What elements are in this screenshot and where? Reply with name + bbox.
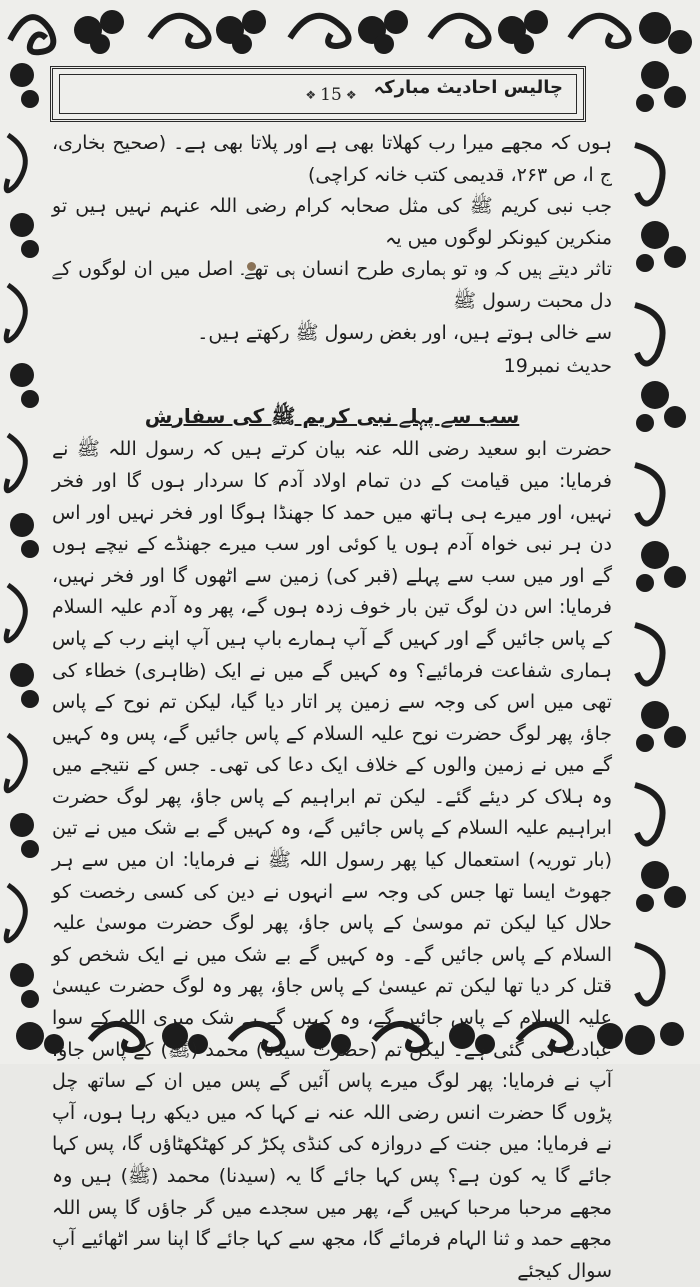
page-header [50, 66, 586, 122]
intro-line: ہوں کہ مجھے میرا رب کھلاتا بھی ہے اور پلاتا بھی ہے۔ (صحیح بخاری، ج ا، ص ۲۶۳، قدیمی کتب خانہ کراچی) [52, 132, 612, 186]
page-number: ❖ 15 ❖ [293, 83, 369, 107]
hadith-paragraph: حضرت ابو سعید رضی اللہ عنہ بیان کرتے ہیں کہ رسول اللہ ﷺ نے فرمایا: میں قیامت کے دن تمام اولاد آدم کا سردار ہوں گا اور فخر نہیں، اور میرے ہی ہاتھ میں حمد کا جھنڈا ہوگا اور فخر نہیں اور اس دن ہر نبی خواہ آدم ہوں یا کوئی اور سب میرے جھنڈے کے نیچے ہوں گے اور میں سب سے پہلے (قبر کی) زمین سے اٹھوں گا اور فخر نہیں، فرمایا: اس دن لوگ تین بار خوف زدہ ہوں گے، پھر وہ آدم علیہ السلام کے پاس جائیں گے اور کہیں گے آپ ہمارے باپ ہیں آپ اپنے رب کے پاس ہماری شفاعت فرمائیے؟ وہ کہیں گے میں نے ایک (ظاہری) خطاء کی تھی میں اس کی وجہ سے زمین پر اتار دیا گیا، لیکن تم نوح کے پاس جاؤ، پھر لوگ حضرت نوح علیہ السلام کے پاس جائیں گے، پس وہ کہیں گے میں نے زمین والوں کے خلاف ایک دعا کی تھی۔ جس کے نتیجے میں وہ ہلاک کر دیئے گئے۔ لیکن تم ابراہیم کے پاس جاؤ، پھر لوگ حضرت ابراہیم علیہ السلام کے پاس جائیں گے، وہ کہیں گے بے شک میں نے تین (بار توریہ) استعمال کیا پھر رسول اللہ ﷺ نے فرمایا: ان میں سے ہر جھوٹ ایسا تھا جس کی وجہ سے انہوں نے دین کی کسی رخصت کو حلال کیا لیکن تم موسیٰ کے پاس جاؤ، پھر لوگ حضرت موسیٰ علیہ السلام کے پاس جائیں گے۔ وہ کہیں گے بے شک میں نے ایک شخص کو قتل کر دیا تھا لیکن تم عیسیٰ کے پاس جاؤ، پھر وہ لوگ حضرت عیسیٰ علیہ السلام کے پاس جائیں گے، وہ کہیں گے بے شک میری اللہ کے سوا عبادت کی گئی ہے۔ لیکن تم (حضرت سیدنا) محمد (ﷺ) کے پاس جاؤ، آپ نے فرمایا: پھر لوگ میرے پاس آئیں گے پس میں ان کے ساتھ چل پڑوں گا حضرت انس رضی اللہ عنہ نے کہا کہ میں دیکھ رہا ہوں، آپ نے فرمایا: میں جنت کے دروازہ کی کنڈی پکڑ کر کھٹکھٹاؤں گا، پس کہا جائے گا یہ کون ہے؟ پس کہا جائے گا یہ (سیدنا) محمد (ﷺ) ہیں وہ مجھے مرحبا مرحبا کہیں گے، پھر میں سجدے میں گر جاؤں گا پس اللہ مجھے حمد و ثنا الہام فرمائے گا، مجھ سے کہا جائے گا اپنا سر اٹھائیے آپ سوال کیجئے [52, 438, 612, 1282]
section-heading: سب سے پہلے نبی کریم ﷺ کی سفارش [144, 403, 520, 428]
ornamental-border-left [0, 55, 48, 1015]
book-title: چالیس احادیث مبارکہ [373, 77, 563, 98]
page-body [52, 128, 612, 1287]
intro-line: سے خالی ہوتے ہیں، اور بغض رسول ﷺ رکھتے ہیں۔ [197, 321, 612, 344]
intro-line: جب نبی کریم ﷺ کی مثل صحابہ کرام رضی اللہ عنہم نہیں ہیں تو منکرین کیونکر لوگوں میں یہ [52, 195, 612, 249]
ornamental-border-right [615, 55, 700, 1015]
intro-line: تاثر دیتے ہیں کہ وہ تو ہماری طرح انسان ہی تھے۔ اصل میں ان لوگوں کے دل محبت رسول ﷺ [52, 258, 612, 312]
hadith-number: حدیث نمبر19 [503, 355, 612, 378]
ornamental-border-top [0, 0, 700, 60]
